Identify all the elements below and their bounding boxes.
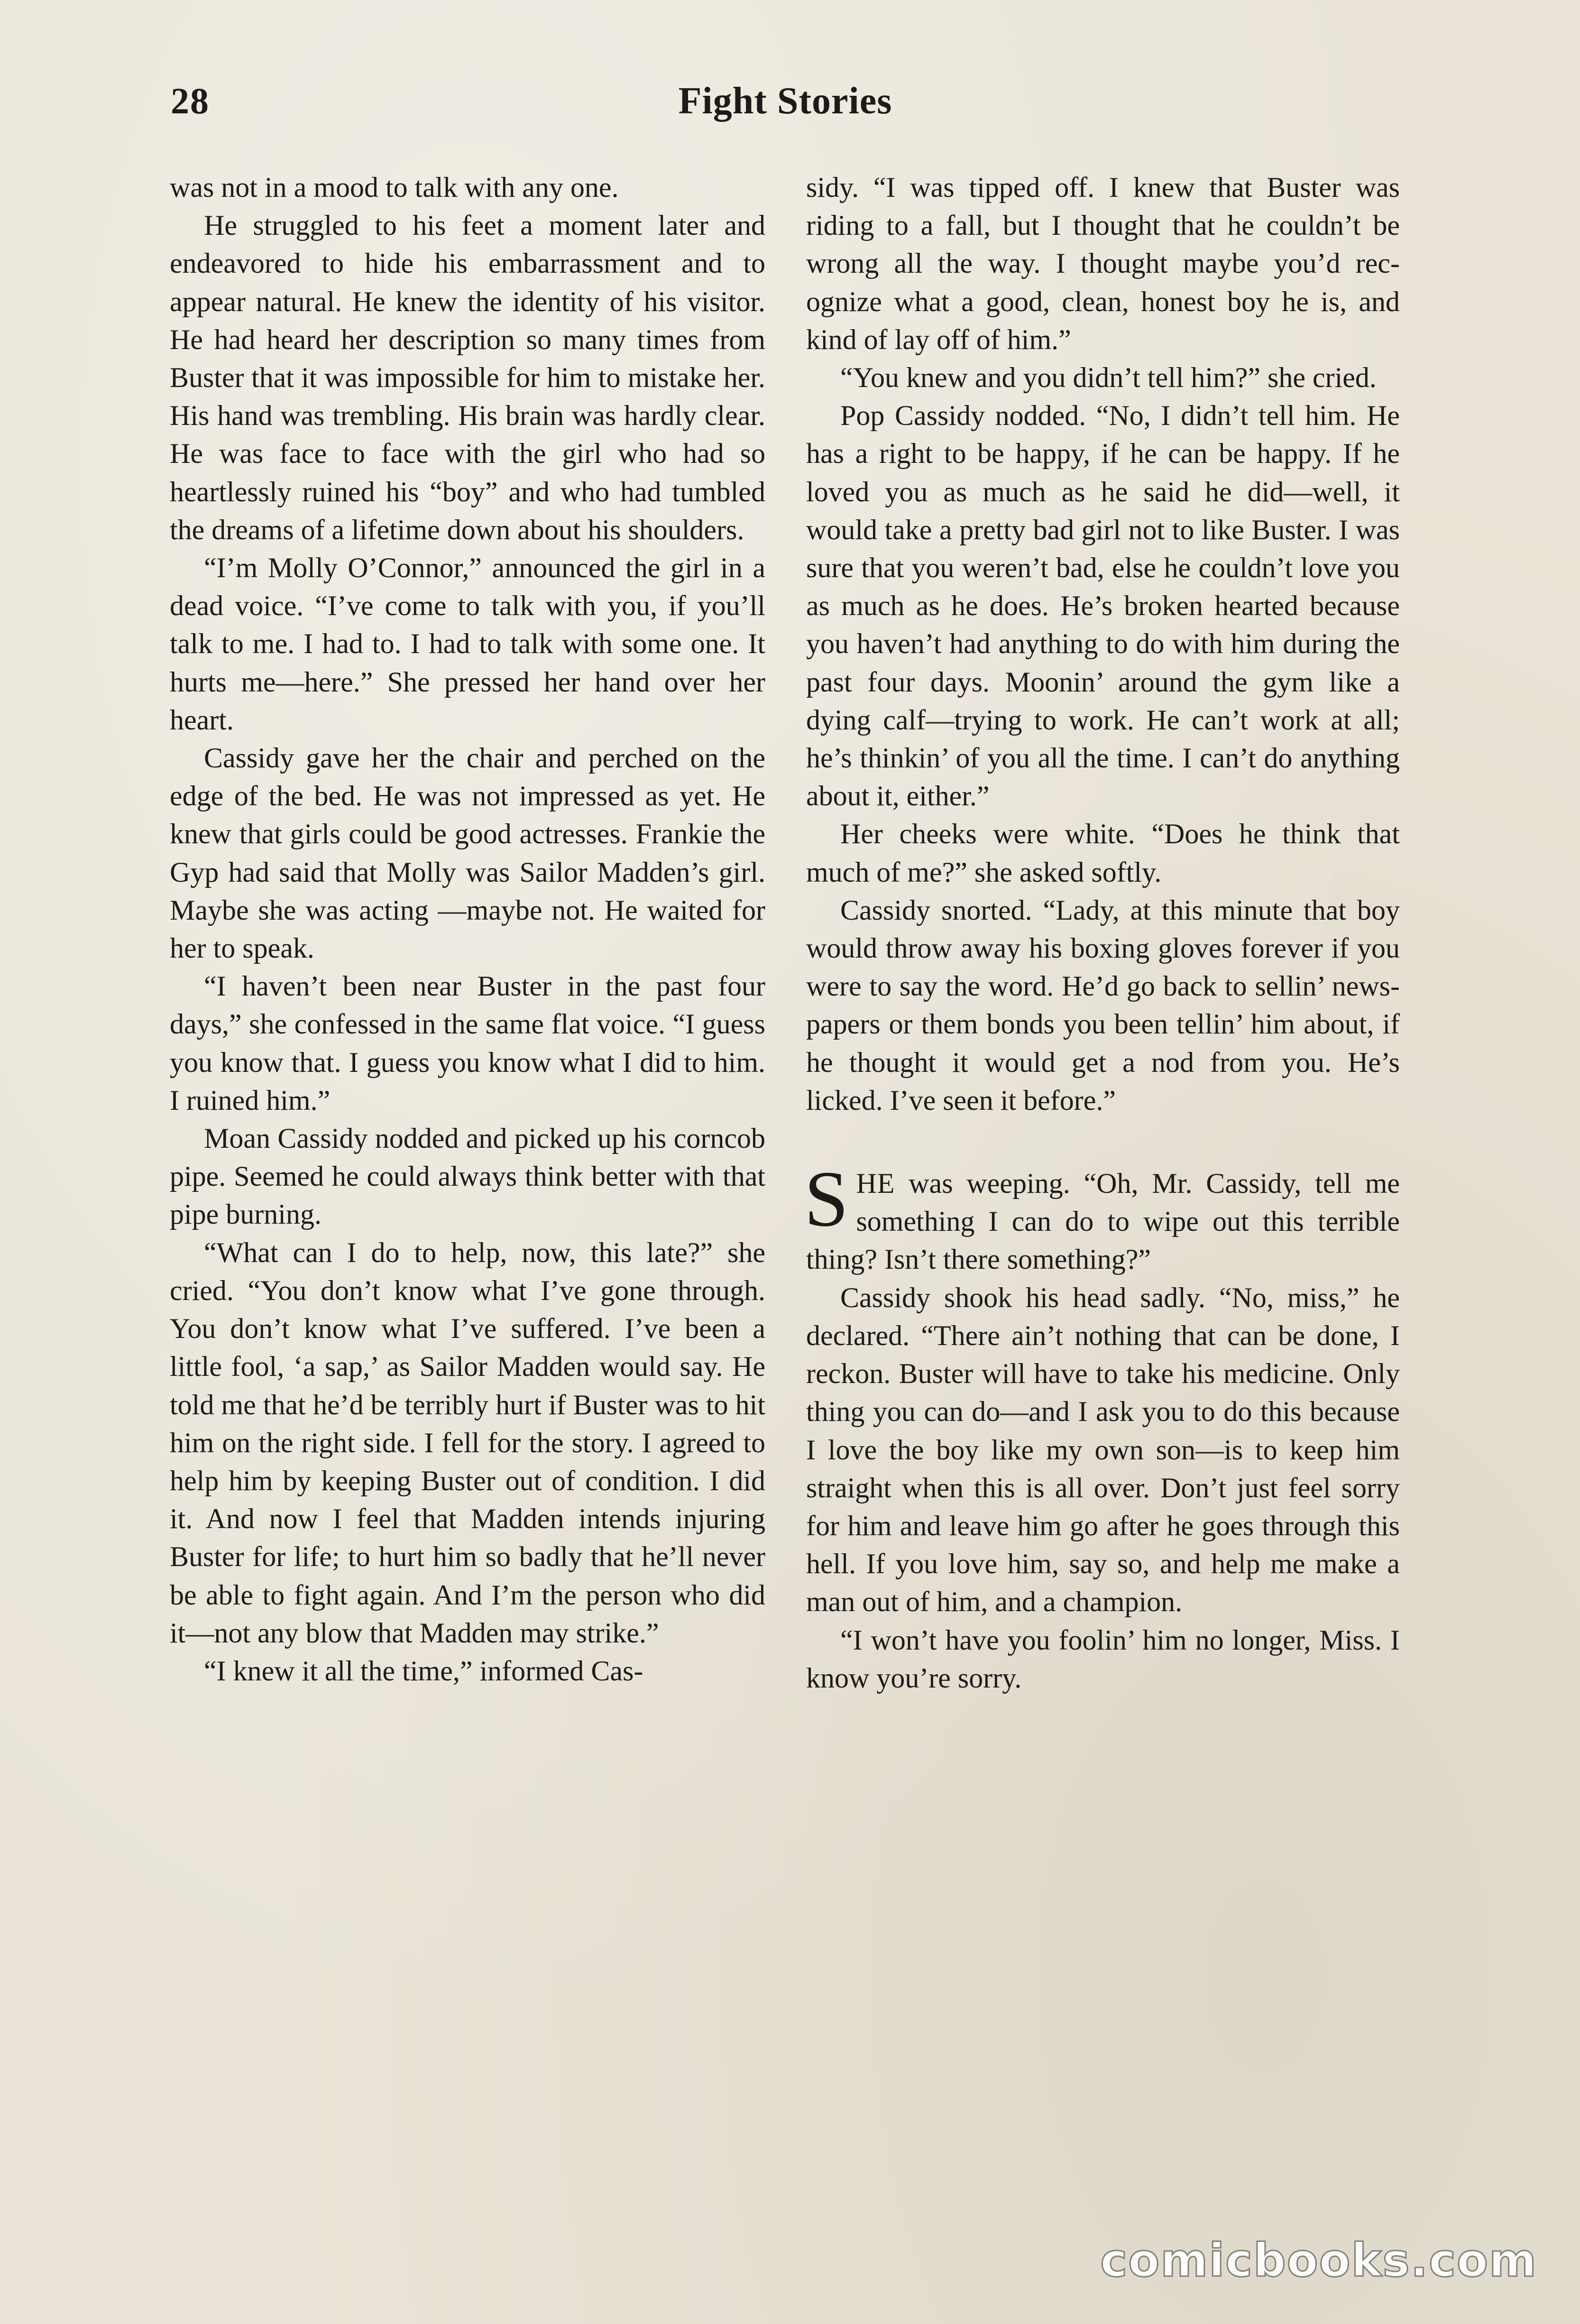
paragraph: Cassidy snorted. “Lady, at this minute that boy would throw away his boxing gloves forever if you were to say the word. He’d go back to sellin’ newspapers or them bonds you been tellin’ him about, if he thought it would get a nod from you. He’s licked. I’ve seen it before.” xyxy=(806,894,1400,1116)
page-header xyxy=(171,80,1400,137)
right-column xyxy=(806,168,1400,1697)
paragraph: He struggled to his feet a moment later and endeavored to hide his embarrassment and to appear natural. He knew the identity of his visitor. He had heard her description so many times from Buster that it was impossible for him to mistake her. His hand was trembling. His brain was hardly clear. He was face to face with the girl who had so heartlessly ruined his “boy” and who had tumbled the dreams of a lifetime down about his shoulders. xyxy=(170,210,765,545)
watermark-logo: comicbooks.com xyxy=(1100,2234,1537,2287)
paragraph: Cassidy gave her the chair and perched on the edge of the bed. He was not impressed as yet. He knew that girls could be good actresses. Frankie the Gyp had said that Molly was Sailor Madden’s girl. Maybe she was acting —maybe not. He waited for her to speak. xyxy=(170,742,765,964)
section-break xyxy=(806,1119,1400,1164)
left-column xyxy=(170,168,765,1690)
paragraph: “What can I do to help, now, this late?” she cried. “You don’t know what I’ve gone through. You don’t know what I’ve suffered. I’ve been a little fool, ‘a sap,’ as Sailor Madden would say. He told me that he’d be terribly hurt if Buster was to hit him on the right side. I fell for the story. I agreed to help him by keeping Buster out of condition. I did it. And now I feel that Madden intends injuring Buster for life; to hurt him so badly that he’ll never be able to fight again. And I’m the person who did it—not any blow that Madden may strike.” xyxy=(170,1236,765,1649)
section-opening-paragraph xyxy=(804,1155,1400,1279)
paragraph: Cassidy shook his head sadly. “No, miss,” he declared. “There ain’t nothing that can be done, I reckon. Buster will have to take his medicine. Only thing you can do—and I ask you to do this because I love the boy like my own son—is to keep him straight when this is all over. Don’t just feel sorry for him and leave him go after he goes through this hell. If you love him, say so, and help me make a man out of him, and a champion. xyxy=(806,1282,1400,1618)
page-number: 28 xyxy=(171,80,210,121)
paragraph: Moan Cassidy nodded and picked up his corncob pipe. Seemed he could always think better with that pipe burning. xyxy=(170,1123,765,1230)
paragraph: “You knew and you didn’t tell him?” she cried. xyxy=(840,362,1377,394)
paragraph: Pop Cassidy nodded. “No, I didn’t tell him. He has a right to be happy, if he can be happy. If he loved you as much as he said he did—well, it would take a pretty bad girl not to like Buster. I was sure that you weren’t bad, else he couldn’t love you as much as he does. He’s broken hearted because you haven’t had anything to do with him during the past four days. Moonin’ around the gym like a dying calf—trying to work. He can’t work at all; he’s thinkin’ of you all the time. I can’t do anything about it, either.” xyxy=(806,400,1400,812)
paragraph: “I won’t have you foolin’ him no longer, Miss. I know you’re sorry. xyxy=(806,1624,1400,1694)
paragraph: was not in a mood to talk with any one. xyxy=(170,172,619,203)
paragraph: “I haven’t been near Buster in the past four days,” she confessed in the same flat voice. “I guess you know that. I guess you know what I did to him. I ruined him.” xyxy=(170,970,765,1116)
drop-cap: S xyxy=(804,1155,849,1244)
paragraph: “I knew it all the time,” informed Cas- xyxy=(204,1655,643,1687)
paragraph: “I’m Molly O’Connor,” announced the girl in a dead voice. “I’ve come to talk with you, if you’ll talk to me. I had to. I had to talk with some one. It hurts me—here.” She pressed her hand over her heart. xyxy=(170,552,765,736)
paragraph-text: was weeping. “Oh, Mr. Cassidy, tell me something I can do to wipe out this terrible thing? Isn’t there something?” xyxy=(806,1168,1400,1275)
paragraph: Her cheeks were white. “Does he think that much of me?” she asked softly. xyxy=(806,818,1400,888)
paragraph: sidy. “I was tipped off. I knew that Buster was riding to a fall, but I thought that he couldn’t be wrong all the way. I thought maybe you’d recognize what a good, clean, honest boy he is, and kind of lay off of him.” xyxy=(806,172,1400,355)
small-caps-lead: HE xyxy=(856,1168,895,1199)
running-title: Fight Stories xyxy=(678,80,892,122)
